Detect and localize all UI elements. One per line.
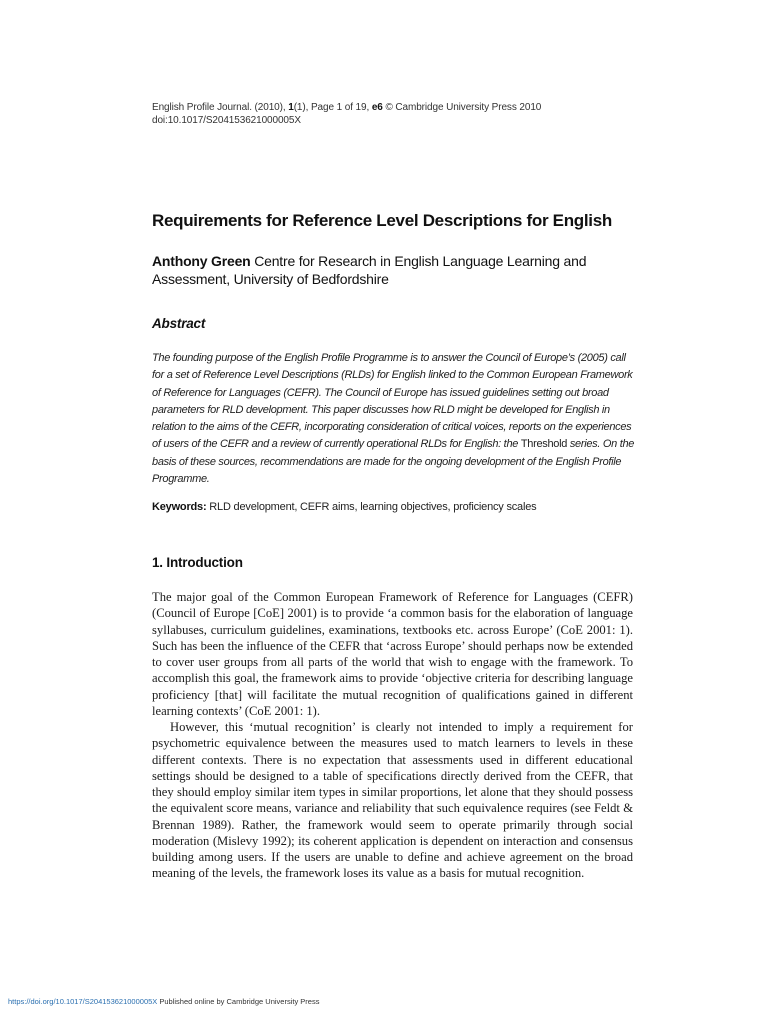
- footer: [8, 997, 319, 1007]
- doi-link[interactable]: https://doi.org/10.1017/S204153621000005X: [8, 997, 158, 1006]
- published-note: Published online by Cambridge University Press: [157, 997, 320, 1006]
- abstract-heading: Abstract: [152, 316, 206, 331]
- paragraph-2: However, this ‘mutual recognition’ is clearly not intended to imply a requirement for psychometric equivalence between the measures used to match learners to levels in these different contexts. There is no expectation that assessments used in different educational settings should be designed to a table of specifications directly derived from the CEFR, that they should employ similar item types in similar proportions, let alone that they should possess the equivalent score means, variance and reliability that such equivalence requires (see Feldt & Brennan 1989). Rather, the framework would seem to operate primarily through social moderation (Mislevy 1992); its coherent application is dependent on interaction and consensus building among users. If the users are unable to define and achieve agreement on the broad meaning of the levels, the framework loses its value as a basis for mutual recognition.: [152, 720, 633, 881]
- author-block: [152, 252, 642, 288]
- keywords-label: Keywords:: [152, 501, 207, 513]
- keywords-text: RLD development, CEFR aims, learning objectives, proficiency scales: [206, 501, 537, 513]
- abstract-text: The founding purpose of the English Profile Programme is to answer the Council of Europe’s (2005) call for a set of Reference Level Descriptions (RLDs) for English linked to the Common European Framework of Reference for Languages (CEFR). The Council of Europe has issued guidelines setting out broad parameters for RLD development. This paper discusses how RLD might be developed for English in relation to the aims of the CEFR, incorporating consideration of critical voices, reports on the experiences of users of the CEFR and a review of currently operational RLDs for English: the Threshold series. On the basis of these sources, recommendations are made for the ongoing development of the English Profile Programme.: [152, 352, 635, 486]
- series-name: Threshold: [520, 438, 568, 451]
- journal-header: [152, 101, 541, 127]
- paragraph-1: The major goal of the Common European Framework of Reference for Languages (CEFR) (Council of Europe [CoE] 2001) is to provide ‘a common basis for the elaboration of language syllabuses, curriculum guidelines, examinations, textbooks etc. across Europe’ (CoE 2001: 1). Such has been the influence of the CEFR that ‘across Europe’ should perhaps now be extended to cover user groups from all parts of the world that wish to engage with the framework. To accomplish this goal, the framework aims to provide ‘objective criteria for describing language proficiency [that] will facilitate the mutual recognition of qualifications gained in different learning contexts’ (CoE 2001: 1).: [152, 590, 633, 718]
- section-heading: 1. Introduction: [152, 555, 243, 570]
- author-name: Anthony Green: [152, 253, 251, 269]
- keywords: [152, 499, 636, 515]
- author-affiliation: Centre for Research in English Language Learning and Assessment, University of Bedfordshire: [152, 253, 587, 287]
- citation-line: English Profile Journal. (2010), 1(1), Page 1 of 19, e6 © Cambridge University Press 2010: [152, 102, 542, 113]
- body-text: [152, 589, 633, 882]
- paper-title: Requirements for Reference Level Descriptions for English: [152, 211, 612, 230]
- article-number: e6: [371, 102, 383, 113]
- volume-number: 1: [288, 102, 294, 113]
- header-doi: doi:10.1017/S204153621000005X: [152, 115, 301, 126]
